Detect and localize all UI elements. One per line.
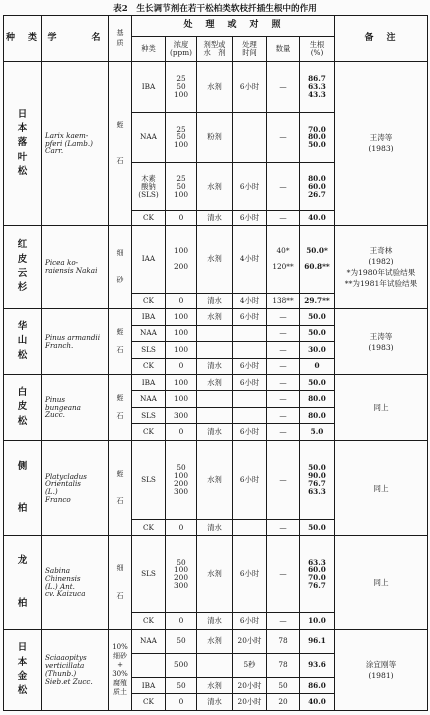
rooting-rate: 80.0 60.0 26.7 <box>300 163 335 211</box>
sample-count: — <box>267 309 300 325</box>
page-title: 表2 生长调节剂在若干松柏类软枝扦插生根中的作用 <box>113 4 317 14</box>
treatment-type: SLS <box>132 407 166 423</box>
sample-count: 138** <box>267 293 300 308</box>
species-name: 红 皮 云 杉 <box>4 225 42 308</box>
scientific-name: Pinus armandii Franch. <box>42 309 109 375</box>
formulation: 水剂 <box>197 440 233 519</box>
table-row <box>4 62 428 113</box>
rooting-rate: 63.3 60.0 70.0 76.7 <box>300 536 335 613</box>
treatment-type: CK <box>132 293 166 308</box>
rooting-rate: 40.0 <box>300 694 335 711</box>
treatment-time: 6小时 <box>233 424 267 440</box>
formulation: 粉剂 <box>197 112 233 163</box>
treatment-type: NAA <box>132 629 166 653</box>
concentration: 100 <box>166 374 197 390</box>
treatment-time: 20小时 <box>233 677 267 693</box>
formulation: 水剂 <box>197 374 233 390</box>
formulation: 水剂 <box>197 62 233 113</box>
header-form: 剂型或 水 剂 <box>197 36 233 61</box>
formulation: 水剂 <box>197 677 233 693</box>
treatment-type: CK <box>132 519 166 535</box>
concentration: 50 <box>166 677 197 693</box>
treatment-time: 6小时 <box>233 440 267 519</box>
sample-count: — <box>267 211 300 225</box>
treatment-type: CK <box>132 424 166 440</box>
sample-count: 78 <box>267 629 300 653</box>
table-row <box>4 225 428 293</box>
table-row <box>4 440 428 519</box>
treatment-time: 6小时 <box>233 62 267 113</box>
concentration: 0 <box>166 293 197 308</box>
species-name: 华 山 松 <box>4 309 42 375</box>
sample-count: — <box>267 163 300 211</box>
note: 王涛等 (1983) <box>335 309 428 375</box>
scientific-name: Larix kaem- pferi (Lamb.) Carr. <box>42 62 109 226</box>
table-row <box>4 536 428 613</box>
header-note: 备 注 <box>335 16 428 62</box>
table-row <box>4 309 428 325</box>
note: 王奇林 (1982) *为1980年试验结果 **为1981年试验结果 <box>335 225 428 308</box>
rooting-rate: 0 <box>300 358 335 374</box>
concentration: 50 <box>166 629 197 653</box>
formulation: 水剂 <box>197 629 233 653</box>
treatment-type: CK <box>132 358 166 374</box>
treatment-time: 20小时 <box>233 694 267 711</box>
sample-count: 40* 120** <box>267 225 300 293</box>
header-conc: 浓度 (ppm) <box>166 36 197 61</box>
scientific-name: Sciaaopitys verticillata (Thunb.) Sieb.et Zucc. <box>42 629 109 710</box>
sample-count: — <box>267 440 300 519</box>
sample-count: — <box>267 391 300 407</box>
formulation <box>197 325 233 341</box>
rooting-rate: 80.0 <box>300 407 335 423</box>
treatment-type: SLS <box>132 440 166 519</box>
treatment-time: 6小时 <box>233 374 267 390</box>
formulation <box>197 407 233 423</box>
note: 同上 <box>335 440 428 536</box>
treatment-time: 6小时 <box>233 163 267 211</box>
concentration: 100 <box>166 342 197 358</box>
treatment-type: CK <box>132 613 166 629</box>
table-row <box>4 629 428 653</box>
sample-count: 78 <box>267 653 300 677</box>
sample-count: — <box>267 112 300 163</box>
treatment-type <box>132 653 166 677</box>
treatment-time: 4小时 <box>233 293 267 308</box>
formulation: 水剂 <box>197 309 233 325</box>
concentration: 25 50 100 <box>166 163 197 211</box>
sample-count: — <box>267 342 300 358</box>
rooting-rate: 86.0 <box>300 677 335 693</box>
substrate: 10% 细砂 + 30% 腐殖 质土 <box>109 629 132 710</box>
sample-count: — <box>267 536 300 613</box>
concentration: 0 <box>166 424 197 440</box>
formulation: 水剂 <box>197 536 233 613</box>
formulation <box>197 391 233 407</box>
concentration: 25 50 100 <box>166 112 197 163</box>
rooting-rate: 70.0 80.0 50.0 <box>300 112 335 163</box>
treatment-time: 5秒 <box>233 653 267 677</box>
note: 涂宜刚等 (1981) <box>335 629 428 710</box>
sample-count: — <box>267 424 300 440</box>
header-treatment-group: 处 理 或 对 照 <box>132 16 335 37</box>
header-sci: 学 名 <box>42 16 109 62</box>
sample-count: — <box>267 358 300 374</box>
concentration: 0 <box>166 613 197 629</box>
species-name: 日 本 金 松 <box>4 629 42 710</box>
sample-count: 50 <box>267 677 300 693</box>
note: 同上 <box>335 536 428 629</box>
treatment-time: 6小时 <box>233 211 267 225</box>
scientific-name: Picea ko- raiensis Nakai <box>42 225 109 308</box>
formulation <box>197 653 233 677</box>
concentration: 100 <box>166 309 197 325</box>
treatment-time: 4小时 <box>233 225 267 293</box>
sample-count: 20 <box>267 694 300 711</box>
note: 王涛等 (1983) <box>335 62 428 226</box>
treatment-type: SLS <box>132 342 166 358</box>
substrate: 蛭 石 <box>109 62 132 226</box>
data-table <box>3 15 428 711</box>
note: 同上 <box>335 374 428 440</box>
formulation: 水剂 <box>197 225 233 293</box>
header-row <box>4 16 428 37</box>
treatment-time: 6小时 <box>233 613 267 629</box>
rooting-rate: 50.0 <box>300 374 335 390</box>
header-type: 种类 <box>132 36 166 61</box>
treatment-type: SLS <box>132 536 166 613</box>
species-name: 侧 柏 <box>4 440 42 536</box>
header-count: 数量 <box>267 36 300 61</box>
header-substrate: 基 质 <box>109 16 132 62</box>
concentration: 0 <box>166 519 197 535</box>
rooting-rate: 50.0 90.0 76.7 63.3 <box>300 440 335 519</box>
formulation: 清水 <box>197 613 233 629</box>
treatment-type: CK <box>132 694 166 711</box>
treatment-time <box>233 342 267 358</box>
treatment-type: IBA <box>132 309 166 325</box>
formulation: 清水 <box>197 211 233 225</box>
concentration: 100 <box>166 325 197 341</box>
treatment-time <box>233 391 267 407</box>
scientific-name: Pinus bungeana Zucc. <box>42 374 109 440</box>
treatment-time <box>233 407 267 423</box>
rooting-rate: 50.0 <box>300 519 335 535</box>
treatment-time: 6小时 <box>233 358 267 374</box>
rooting-rate: 10.0 <box>300 613 335 629</box>
sample-count: — <box>267 407 300 423</box>
formulation <box>197 342 233 358</box>
concentration: 100 200 <box>166 225 197 293</box>
table-row <box>4 374 428 390</box>
concentration: 50 100 200 300 <box>166 440 197 519</box>
treatment-time <box>233 112 267 163</box>
treatment-time: 20小时 <box>233 629 267 653</box>
substrate: 蛭 石 <box>109 374 132 440</box>
substrate: 蛭 石 <box>109 309 132 375</box>
formulation: 清水 <box>197 293 233 308</box>
treatment-type: NAA <box>132 325 166 341</box>
formulation: 清水 <box>197 694 233 711</box>
header-species: 种 类 <box>4 16 42 62</box>
scientific-name: Platycladus Orientalis (L.) Franco <box>42 440 109 536</box>
sample-count: — <box>267 62 300 113</box>
treatment-type: 木素 酸钠 (SLS) <box>132 163 166 211</box>
treatment-type: IBA <box>132 677 166 693</box>
species-name: 龙 柏 <box>4 536 42 629</box>
treatment-type: CK <box>132 211 166 225</box>
scientific-name: Sabina Chinensis (L.) Ant. cv. Kaizuca <box>42 536 109 629</box>
species-name: 日 本 落 叶 松 <box>4 62 42 226</box>
rooting-rate: 80.0 <box>300 391 335 407</box>
concentration: 0 <box>166 358 197 374</box>
substrate: 细 砂 <box>109 225 132 308</box>
treatment-time <box>233 519 267 535</box>
rooting-rate: 50.0 <box>300 309 335 325</box>
substrate: 蛭 石 <box>109 440 132 536</box>
rooting-rate: 96.1 <box>300 629 335 653</box>
rooting-rate: 29.7** <box>300 293 335 308</box>
treatment-type: NAA <box>132 112 166 163</box>
treatment-type: IAA <box>132 225 166 293</box>
concentration: 50 100 200 300 <box>166 536 197 613</box>
concentration: 100 <box>166 391 197 407</box>
formulation: 水剂 <box>197 163 233 211</box>
sample-count: — <box>267 374 300 390</box>
treatment-time: 6小时 <box>233 309 267 325</box>
formulation: 清水 <box>197 358 233 374</box>
sample-count: — <box>267 613 300 629</box>
species-name: 白 皮 松 <box>4 374 42 440</box>
substrate: 细 石 <box>109 536 132 629</box>
rooting-rate: 40.0 <box>300 211 335 225</box>
rooting-rate: 50.0* 60.8** <box>300 225 335 293</box>
treatment-time: 6小时 <box>233 536 267 613</box>
rooting-rate: 86.7 63.3 43.3 <box>300 62 335 113</box>
sample-count: — <box>267 325 300 341</box>
rooting-rate: 93.6 <box>300 653 335 677</box>
formulation: 清水 <box>197 424 233 440</box>
concentration: 25 50 100 <box>166 62 197 113</box>
rooting-rate: 50.0 <box>300 325 335 341</box>
header-time: 处理 时间 <box>233 36 267 61</box>
concentration: 300 <box>166 407 197 423</box>
sample-count: — <box>267 519 300 535</box>
concentration: 0 <box>166 694 197 711</box>
formulation: 清水 <box>197 519 233 535</box>
concentration: 0 <box>166 211 197 225</box>
treatment-type: NAA <box>132 391 166 407</box>
treatment-time <box>233 325 267 341</box>
concentration: 500 <box>166 653 197 677</box>
header-rate: 生根 (%) <box>300 36 335 61</box>
rooting-rate: 5.0 <box>300 424 335 440</box>
rooting-rate: 30.0 <box>300 342 335 358</box>
treatment-type: IBA <box>132 62 166 113</box>
treatment-type: IBA <box>132 374 166 390</box>
